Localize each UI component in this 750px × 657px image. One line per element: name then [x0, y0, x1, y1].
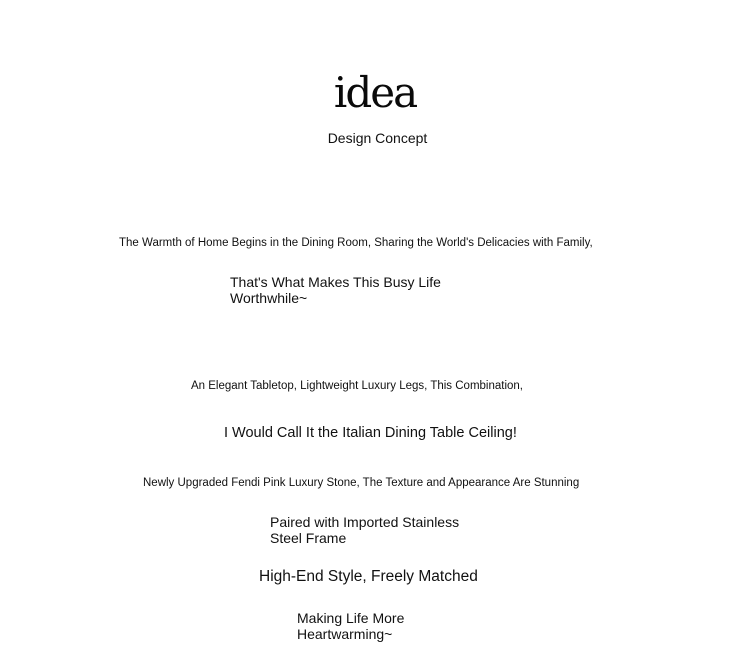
text-line-italian-dining-table: I Would Call It the Italian Dining Table Ceiling!: [224, 425, 517, 441]
text-line-stainless-steel: Paired with Imported Stainless Steel Frame: [270, 514, 460, 546]
text-line-warmth-of-home: The Warmth of Home Begins in the Dining Room, Sharing the World's Delicacies with Family,: [119, 237, 593, 249]
idea-logo: idea: [333, 68, 417, 117]
text-line-heartwarming: Making Life More Heartwarming~: [297, 610, 405, 642]
text-line-high-end-style: High-End Style, Freely Matched: [259, 568, 478, 585]
text-line-elegant-tabletop: An Elegant Tabletop, Lightweight Luxury Legs, This Combination,: [191, 380, 524, 392]
text-line-busy-life: That's What Makes This Busy Life Worthwhile~: [230, 274, 441, 306]
design-concept-subtitle: Design Concept: [327, 130, 428, 146]
text-line-fendi-pink-stone: Newly Upgraded Fendi Pink Luxury Stone, The Texture and Appearance Are Stunning: [143, 477, 580, 489]
